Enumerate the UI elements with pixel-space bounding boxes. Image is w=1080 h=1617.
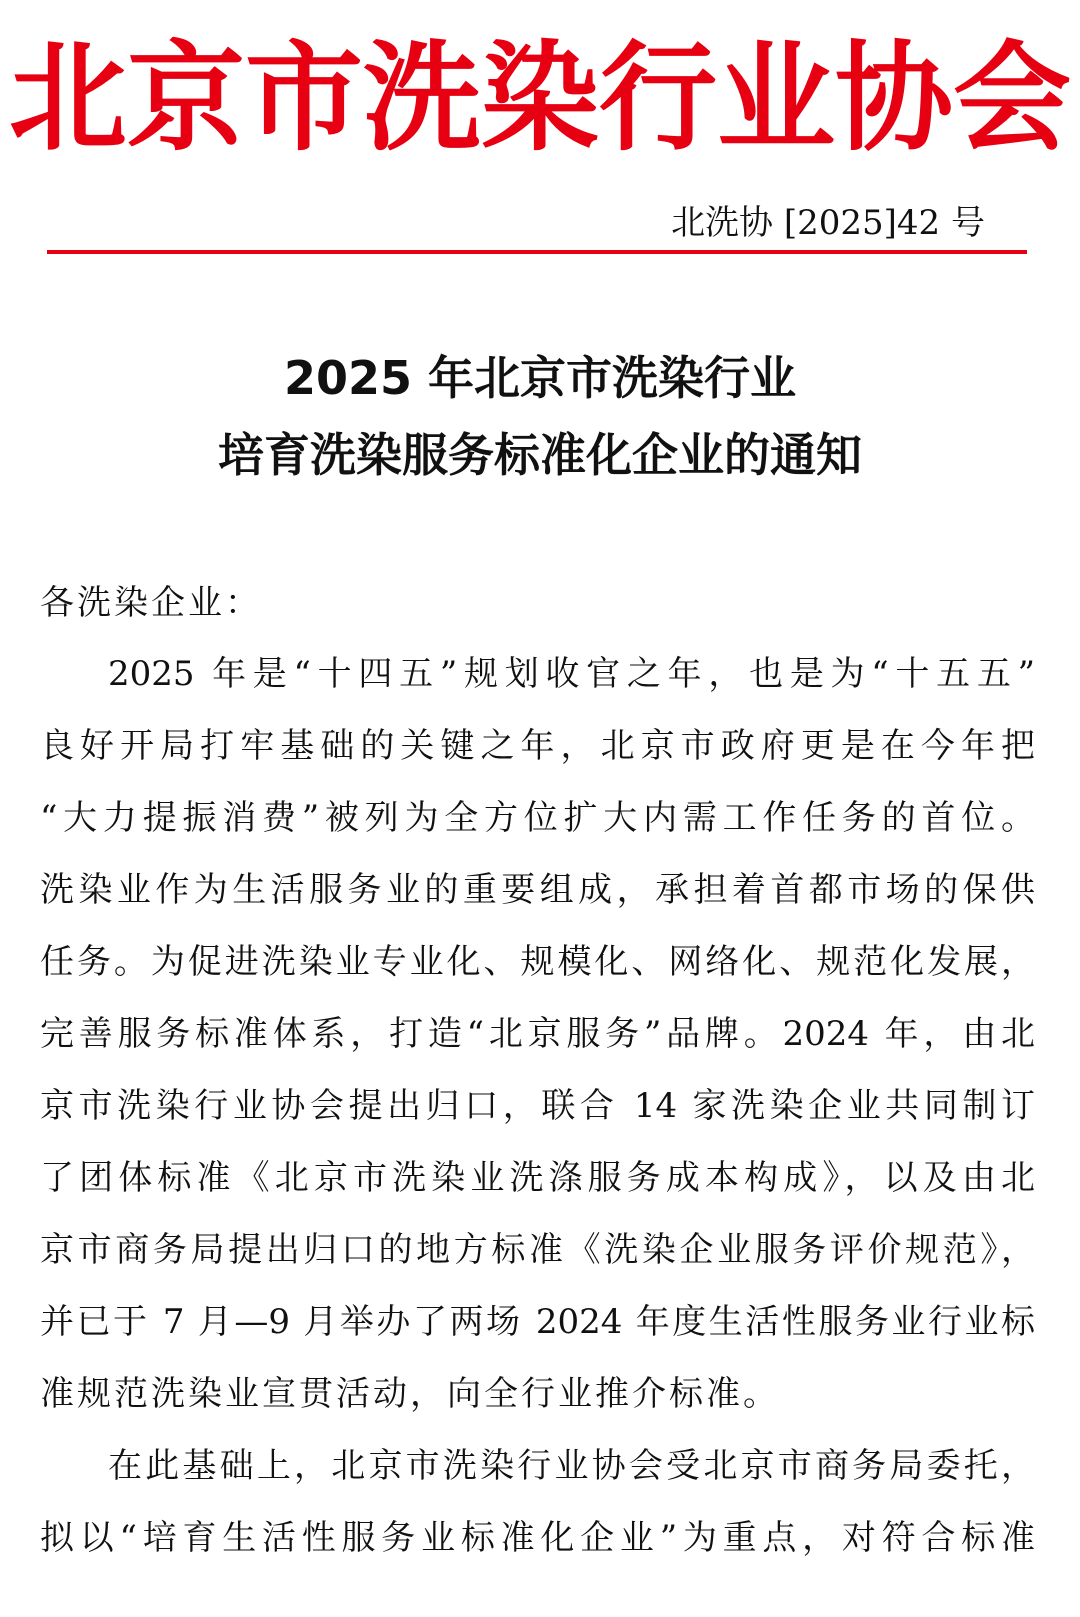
salutation: 各洗染企业： (40, 583, 262, 623)
body-line-3: “大力提振消费”被列为全方位扩大内需工作任务的首位。 (40, 798, 1035, 838)
body-line-5: 任务。为促进洗染业专业化、规模化、网络化、规范化发展， (40, 942, 1035, 982)
body-line-8: 了团体标准《北京市洗染业洗涤服务成本构成》，以及由北 (40, 1158, 1035, 1198)
body-line-13: 拟以“培育生活性服务业标准化企业”为重点，对符合标准 (40, 1518, 1035, 1558)
body-line-2: 良好开局打牢基础的关键之年，北京市政府更是在今年把 (40, 726, 1035, 766)
body-line-12: 在此基础上，北京市洗染行业协会受北京市商务局委托， (108, 1446, 1035, 1486)
document-title-line-1: 2025 年北京市洗染行业 (283, 351, 797, 405)
body-line-6: 完善服务标准体系，打造“北京服务”品牌。2024 年，由北 (40, 1014, 1035, 1054)
body-line-9: 京市商务局提出归口的地方标准《洗染企业服务评价规范》， (40, 1230, 1035, 1270)
body-line-1: 2025 年是“十四五”规划收官之年，也是为“十五五” (108, 654, 1035, 694)
header-red-rule (47, 250, 1027, 254)
body-line-7: 京市洗染行业协会提出归口，联合 14 家洗染企业共同制订 (40, 1086, 1035, 1126)
body-line-4: 洗染业作为生活服务业的重要组成，承担着首都市场的保供 (40, 870, 1035, 910)
body-line-10: 并已于 7 月—9 月举办了两场 2024 年度生活性服务业行业标 (40, 1302, 1035, 1342)
body-line-11: 准规范洗染业宣贯活动，向全行业推介标准。 (40, 1374, 780, 1414)
document-number: 北洗协 [2025]42 号 (671, 203, 985, 243)
document-title-line-2: 培育洗染服务标准化企业的通知 (218, 428, 862, 482)
masthead-organization-name: 北京市洗染行业协会 (8, 29, 1071, 167)
